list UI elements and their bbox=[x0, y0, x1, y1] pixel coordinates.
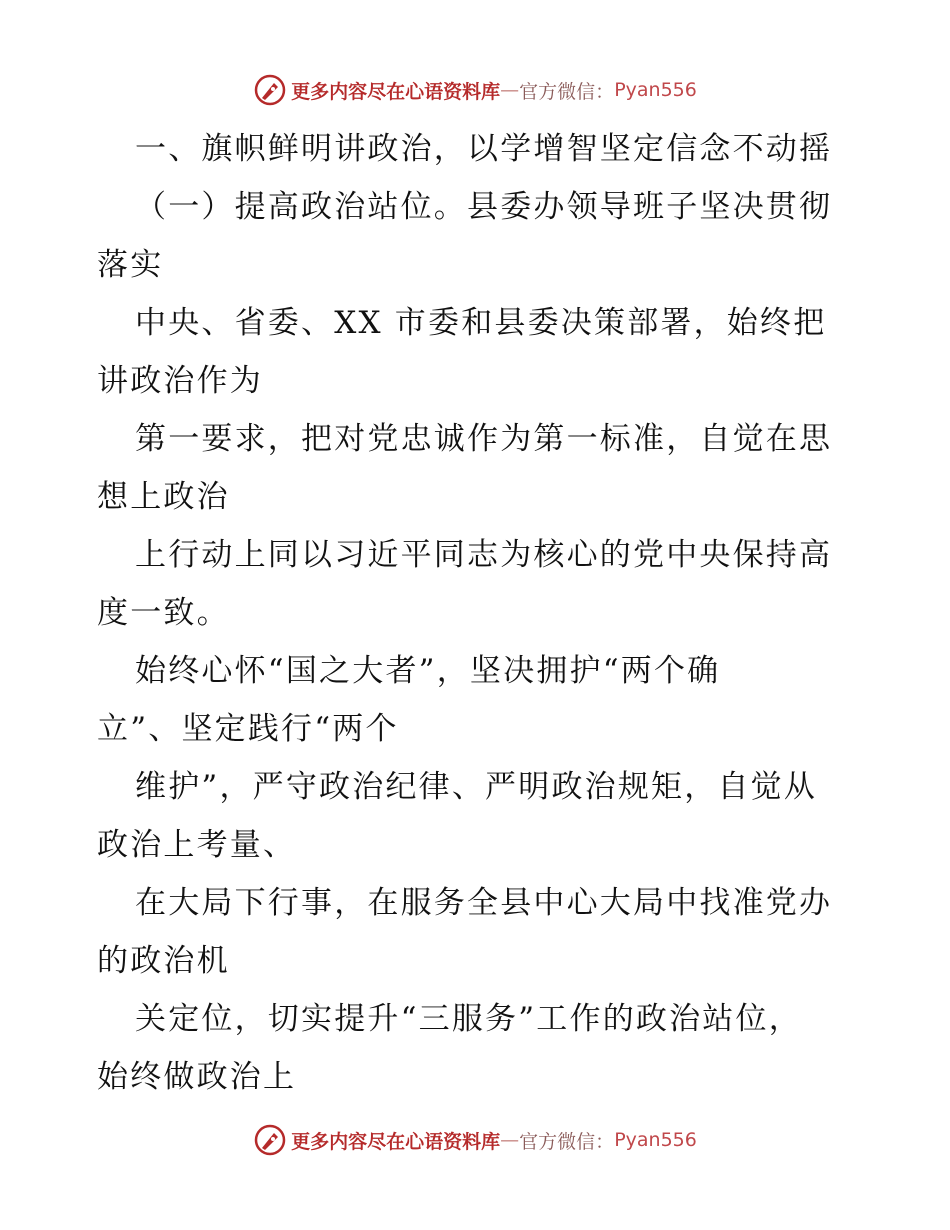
watermark-dash: — bbox=[500, 79, 520, 101]
paragraph-line: 讲政治作为 bbox=[97, 363, 263, 399]
watermark-main-text: 更多内容尽在心语资料库 bbox=[291, 80, 501, 103]
watermark-sub-text: 官方微信： bbox=[519, 1130, 615, 1153]
watermark-dash: — bbox=[500, 1129, 520, 1151]
paragraph-line: 想上政治 bbox=[97, 479, 230, 515]
document-body bbox=[97, 120, 857, 1106]
paragraph-line: 关定位，切实提升“三服务”工作的政治站位， bbox=[135, 1001, 802, 1037]
paragraph-line: 立”、坚定践行“两个 bbox=[97, 711, 399, 747]
paragraph-line: 中央、省委、XX 市委和县委决策部署，始终把 bbox=[135, 305, 827, 341]
footer-watermark bbox=[0, 1120, 950, 1160]
paragraph-line: 维护”，严守政治纪律、严明政治规矩，自觉从 bbox=[135, 769, 818, 805]
header-watermark bbox=[0, 70, 950, 110]
paragraph-line: 始终做政治上 bbox=[97, 1059, 297, 1095]
paragraph-line: 度一致。 bbox=[97, 595, 230, 631]
paragraph-line: 第一要求，把对党忠诚作为第一标准，自觉在思 bbox=[135, 421, 833, 457]
paragraph-line: 的政治机 bbox=[97, 943, 230, 979]
paragraph-line: 始终心怀“国之大者”，坚决拥护“两个确 bbox=[135, 653, 721, 689]
pen-nib-icon bbox=[253, 73, 287, 107]
paragraph-line: 在大局下行事，在服务全县中心大局中找准党办 bbox=[135, 885, 833, 921]
pen-nib-icon bbox=[253, 1123, 287, 1157]
paragraph-line: （一）提高政治站位。县委办领导班子坚决贯彻 bbox=[135, 189, 833, 225]
heading-line: 一、旗帜鲜明讲政治，以学增智坚定信念不动摇 bbox=[135, 131, 833, 167]
paragraph-line: 上行动上同以习近平同志为核心的党中央保持高 bbox=[135, 537, 833, 573]
watermark-id: Pyan556 bbox=[614, 1129, 697, 1151]
watermark-sub-text: 官方微信： bbox=[519, 80, 615, 103]
watermark-main-text: 更多内容尽在心语资料库 bbox=[291, 1130, 501, 1153]
paragraph-line: 政治上考量、 bbox=[97, 827, 297, 863]
paragraph-line: 落实 bbox=[97, 247, 164, 283]
watermark-id: Pyan556 bbox=[614, 79, 697, 101]
